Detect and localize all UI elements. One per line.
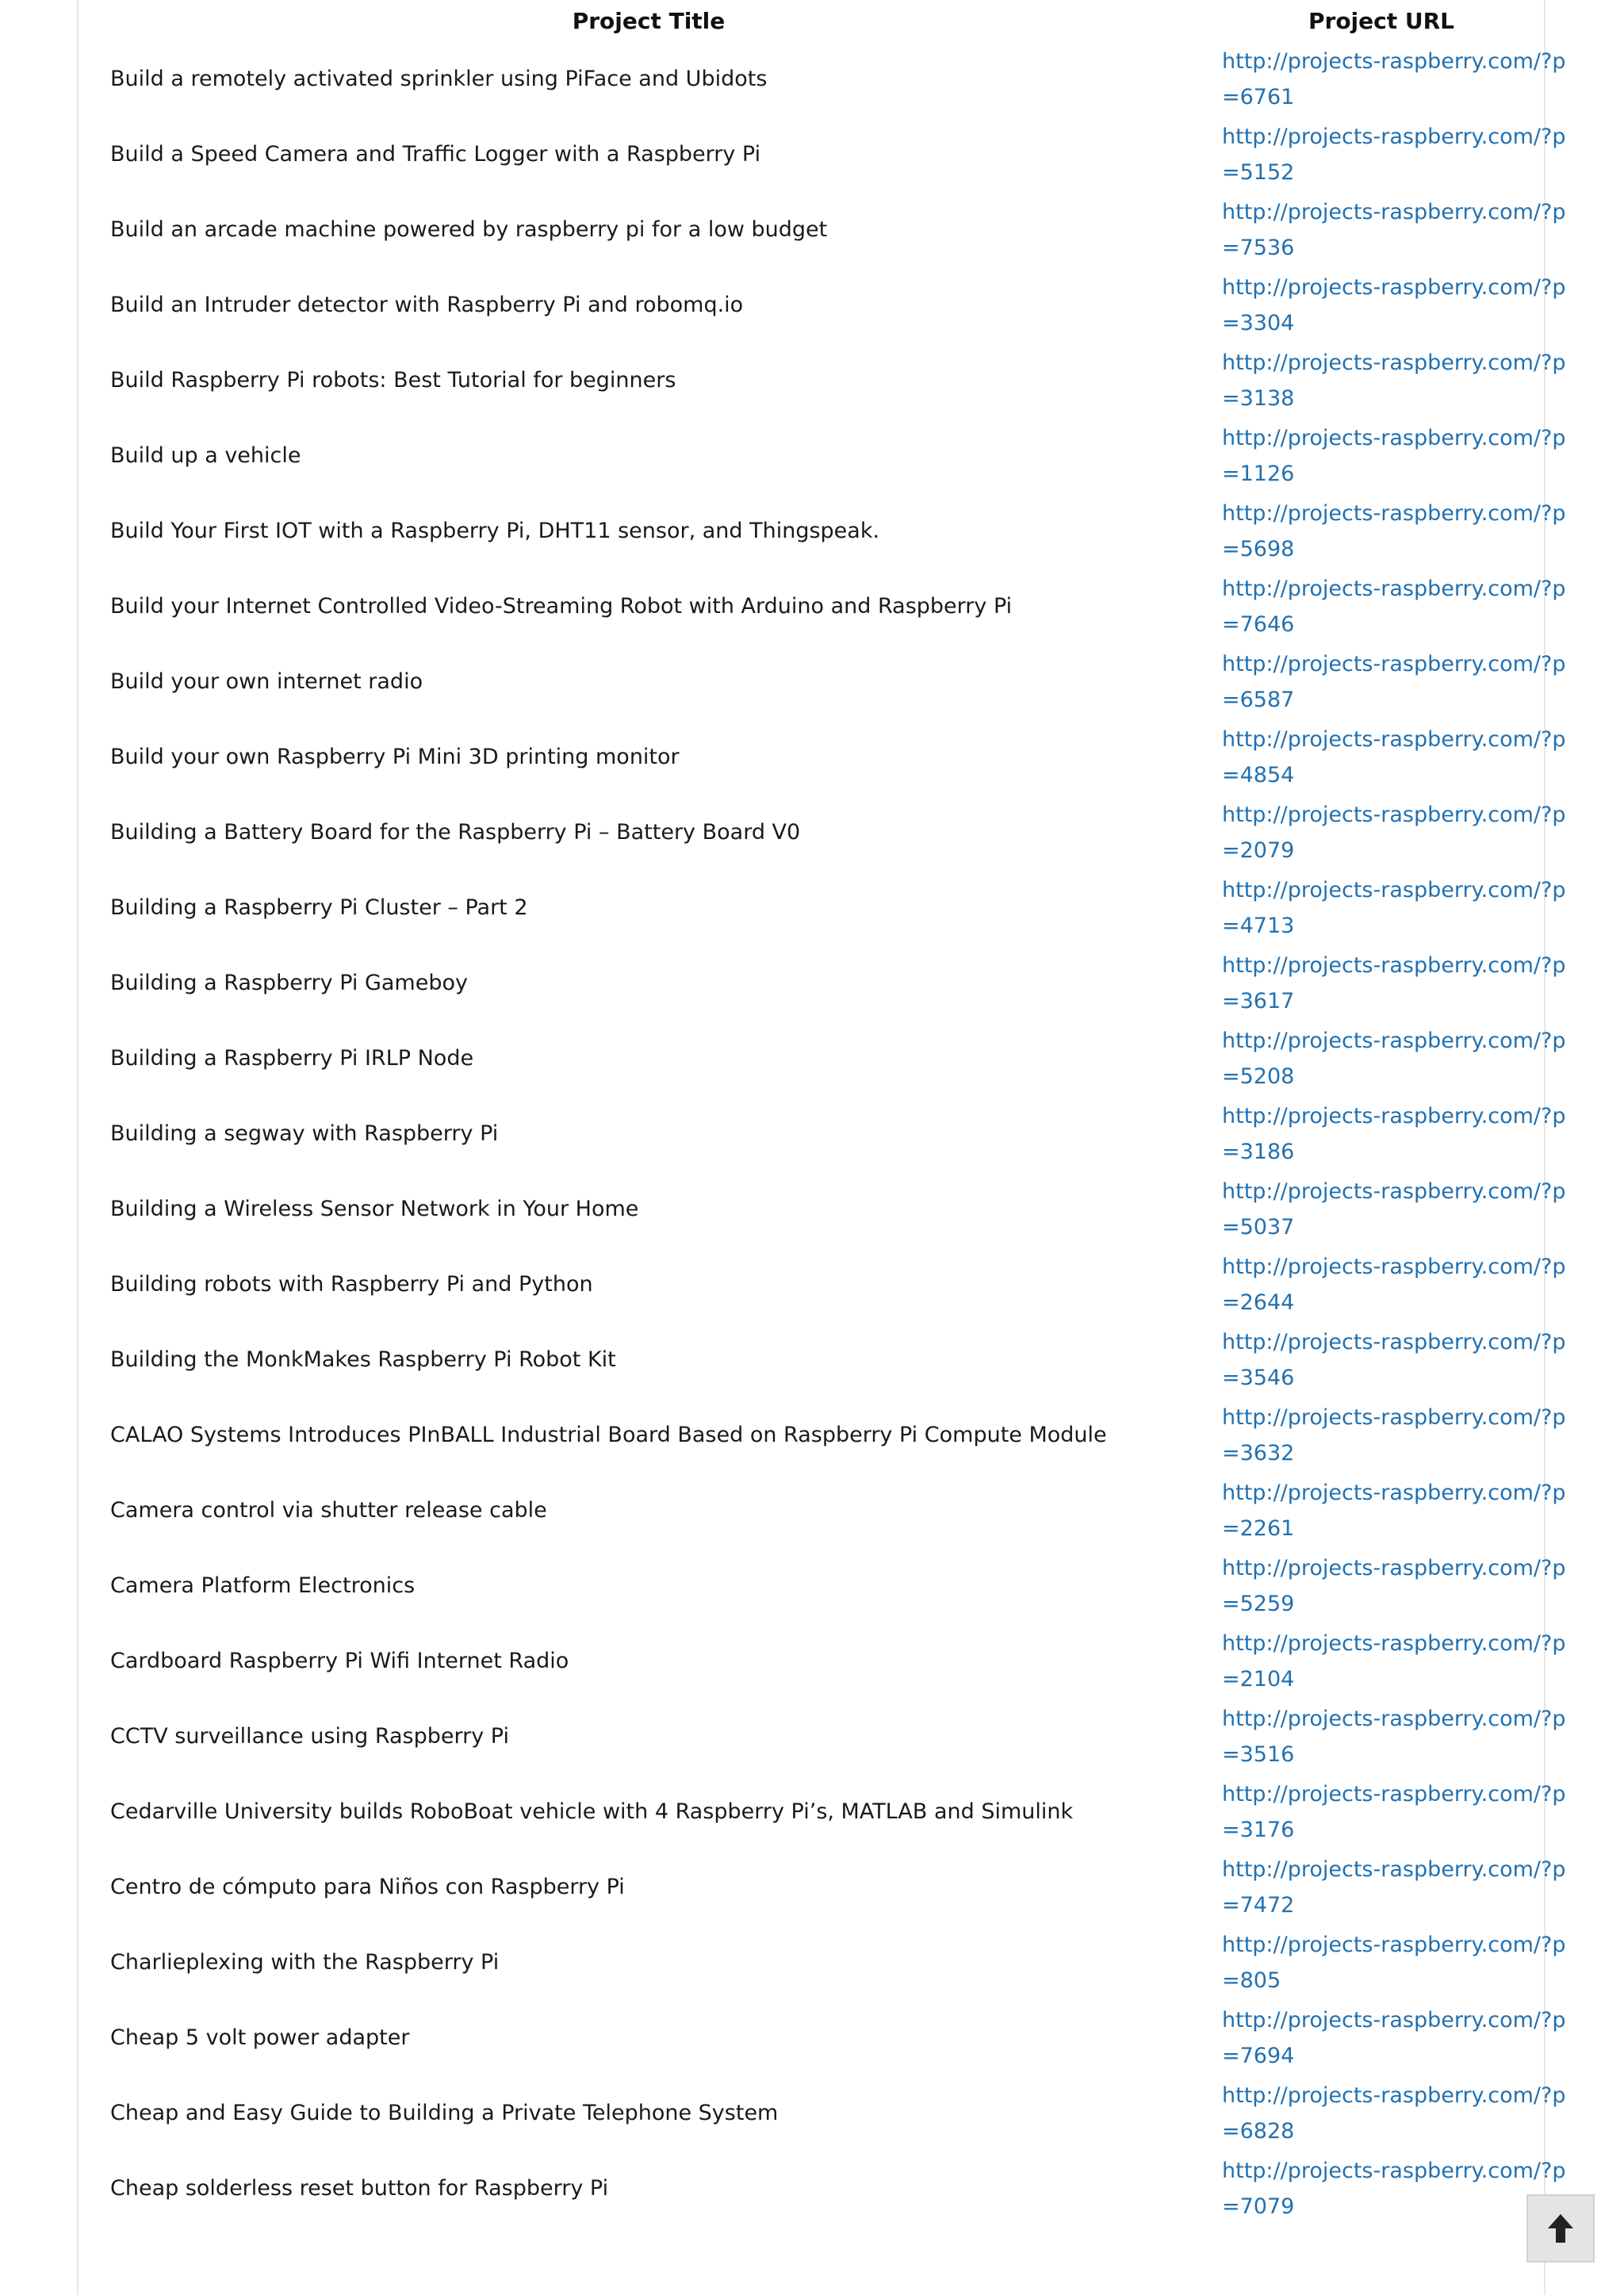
project-title-cell: Build your own internet radio [110, 669, 423, 694]
table-row [79, 1322, 1544, 1397]
scroll-to-top-button[interactable] [1526, 2194, 1595, 2262]
table-row [79, 1096, 1544, 1171]
project-url-cell [1219, 569, 1566, 644]
table-row [79, 418, 1544, 493]
project-url-cell [1219, 795, 1566, 870]
project-url-link[interactable]: http://projects-raspberry.com/?p=7536 [1222, 199, 1566, 260]
project-url-cell [1219, 1247, 1566, 1322]
table-row [79, 1548, 1544, 1623]
project-url-link[interactable]: http://projects-raspberry.com/?p=2644 [1222, 1254, 1566, 1315]
column-header-project-url: Project URL [1308, 7, 1455, 34]
project-url-link[interactable]: http://projects-raspberry.com/?p=6761 [1222, 48, 1566, 109]
project-url-cell [1219, 493, 1566, 569]
project-title-cell: Build a Speed Camera and Traffic Logger with a Raspberry Pi [110, 142, 761, 167]
project-url-link[interactable]: http://projects-raspberry.com/?p=3304 [1222, 274, 1566, 335]
table-row [79, 870, 1544, 945]
project-url-link[interactable]: http://projects-raspberry.com/?p=6587 [1222, 651, 1566, 712]
project-url-link[interactable]: http://projects-raspberry.com/?p=5037 [1222, 1178, 1566, 1239]
table-header-row [79, 0, 1544, 41]
table-row [79, 1397, 1544, 1473]
table-row [79, 117, 1544, 192]
table-row [79, 1473, 1544, 1548]
project-url-link[interactable]: http://projects-raspberry.com/?p=805 [1222, 1932, 1566, 1993]
project-url-cell [1219, 1473, 1566, 1548]
table-row [79, 1925, 1544, 2000]
project-title-cell: Building a Raspberry Pi Cluster – Part 2 [110, 895, 528, 920]
project-url-cell [1219, 644, 1566, 719]
table-row [79, 493, 1544, 569]
project-title-cell: Camera control via shutter release cable [110, 1498, 547, 1523]
project-title-cell: Building the MonkMakes Raspberry Pi Robot Kit [110, 1347, 616, 1372]
table-row [79, 343, 1544, 418]
project-title-cell: Cheap solderless reset button for Raspberry Pi [110, 2176, 609, 2201]
project-title-cell: Cardboard Raspberry Pi Wifi Internet Radio [110, 1649, 569, 1673]
project-url-link[interactable]: http://projects-raspberry.com/?p=3186 [1222, 1103, 1566, 1164]
projects-table [79, 0, 1566, 2226]
project-title-cell: Building robots with Raspberry Pi and Python [110, 1272, 593, 1297]
project-url-cell [1219, 1096, 1566, 1171]
content-panel [77, 0, 1566, 2295]
project-title-cell: Centro de cómputo para Niños con Raspberry Pi [110, 1875, 625, 1899]
project-url-cell [1219, 870, 1566, 945]
table-row [79, 569, 1544, 644]
project-url-cell [1219, 1925, 1566, 2000]
table-row [79, 795, 1544, 870]
project-url-cell [1219, 1322, 1566, 1397]
project-title-cell: CALAO Systems Introduces PInBALL Industrial Board Based on Raspberry Pi Compute Module [110, 1423, 1107, 1447]
project-url-cell [1219, 1774, 1566, 1849]
project-url-link[interactable]: http://projects-raspberry.com/?p=5259 [1222, 1555, 1566, 1616]
table-row [79, 2075, 1544, 2151]
project-url-cell [1219, 1699, 1566, 1774]
table-row [79, 1247, 1544, 1322]
project-title-cell: Building a Battery Board for the Raspberry Pi – Battery Board V0 [110, 820, 801, 845]
project-url-link[interactable]: http://projects-raspberry.com/?p=2261 [1222, 1480, 1566, 1541]
table-row [79, 1774, 1544, 1849]
project-title-cell: Build your own Raspberry Pi Mini 3D printing monitor [110, 745, 680, 769]
project-title-cell: Cheap 5 volt power adapter [110, 2025, 410, 2050]
project-url-cell [1219, 2075, 1566, 2151]
project-url-link[interactable]: http://projects-raspberry.com/?p=3632 [1222, 1404, 1566, 1466]
column-header-project-title: Project Title [572, 7, 726, 34]
project-url-cell [1219, 41, 1566, 117]
project-url-cell [1219, 267, 1566, 343]
project-url-cell [1219, 2000, 1566, 2075]
table-row [79, 1699, 1544, 1774]
project-url-cell [1219, 1623, 1566, 1699]
project-url-cell [1219, 719, 1566, 795]
project-url-cell [1219, 117, 1566, 192]
project-url-cell [1219, 945, 1566, 1021]
table-row [79, 1849, 1544, 1925]
project-url-cell [1219, 1548, 1566, 1623]
project-url-cell [1219, 192, 1566, 267]
project-url-cell [1219, 1171, 1566, 1247]
project-url-cell [1219, 1849, 1566, 1925]
project-url-link[interactable]: http://projects-raspberry.com/?p=5152 [1222, 124, 1566, 185]
project-title-cell: Build Raspberry Pi robots: Best Tutorial for beginners [110, 368, 676, 393]
project-title-cell: Build Your First IOT with a Raspberry Pi, DHT11 sensor, and Thingspeak. [110, 519, 880, 543]
project-url-link[interactable]: http://projects-raspberry.com/?p=7694 [1222, 2007, 1566, 2068]
table-row [79, 2000, 1544, 2075]
project-title-cell: Building a segway with Raspberry Pi [110, 1121, 499, 1146]
project-title-cell: Build up a vehicle [110, 443, 301, 468]
project-url-link[interactable]: http://projects-raspberry.com/?p=6828 [1222, 2082, 1566, 2144]
project-url-cell [1219, 2151, 1566, 2226]
project-url-link[interactable]: http://projects-raspberry.com/?p=2079 [1222, 802, 1566, 863]
project-title-cell: Camera Platform Electronics [110, 1573, 416, 1598]
table-row [79, 945, 1544, 1021]
project-title-cell: CCTV surveillance using Raspberry Pi [110, 1724, 509, 1749]
project-url-link[interactable]: http://projects-raspberry.com/?p=7472 [1222, 1856, 1566, 1918]
project-title-cell: Building a Wireless Sensor Network in Your Home [110, 1197, 639, 1221]
table-row [79, 1623, 1544, 1699]
project-title-cell: Build an arcade machine powered by raspberry pi for a low budget [110, 217, 828, 242]
project-url-link[interactable]: http://projects-raspberry.com/?p=2104 [1222, 1630, 1566, 1692]
project-url-cell [1219, 418, 1566, 493]
project-url-link[interactable]: http://projects-raspberry.com/?p=3176 [1222, 1781, 1566, 1842]
project-title-cell: Building a Raspberry Pi IRLP Node [110, 1046, 474, 1071]
project-url-link[interactable]: http://projects-raspberry.com/?p=5698 [1222, 500, 1566, 561]
up-arrow-icon [1546, 2213, 1575, 2244]
project-title-cell: Build a remotely activated sprinkler using PiFace and Ubidots [110, 67, 768, 91]
table-row [79, 267, 1544, 343]
project-title-cell: Cheap and Easy Guide to Building a Private Telephone System [110, 2101, 779, 2125]
project-title-cell: Building a Raspberry Pi Gameboy [110, 971, 468, 995]
project-title-cell: Charlieplexing with the Raspberry Pi [110, 1950, 500, 1975]
project-url-link[interactable]: http://projects-raspberry.com/?p=4854 [1222, 726, 1566, 787]
table-row [79, 192, 1544, 267]
project-url-link[interactable]: http://projects-raspberry.com/?p=1126 [1222, 425, 1566, 486]
project-url-cell [1219, 343, 1566, 418]
table-row [79, 719, 1544, 795]
table-row [79, 2151, 1544, 2226]
project-url-link[interactable]: http://projects-raspberry.com/?p=7646 [1222, 576, 1566, 637]
table-row [79, 41, 1544, 117]
table-row [79, 1171, 1544, 1247]
project-title-cell: Build an Intruder detector with Raspberry Pi and robomq.io [110, 293, 744, 317]
project-url-link[interactable]: http://projects-raspberry.com/?p=3138 [1222, 350, 1566, 411]
project-url-link[interactable]: http://projects-raspberry.com/?p=7079 [1222, 2158, 1566, 2219]
project-url-link[interactable]: http://projects-raspberry.com/?p=3617 [1222, 952, 1566, 1013]
project-url-cell [1219, 1397, 1566, 1473]
project-url-link[interactable]: http://projects-raspberry.com/?p=3516 [1222, 1706, 1566, 1767]
table-body [79, 41, 1566, 2226]
project-url-link[interactable]: http://projects-raspberry.com/?p=4713 [1222, 877, 1566, 938]
project-url-link[interactable]: http://projects-raspberry.com/?p=5208 [1222, 1028, 1566, 1089]
table-row [79, 1021, 1544, 1096]
project-url-link[interactable]: http://projects-raspberry.com/?p=3546 [1222, 1329, 1566, 1390]
project-title-cell: Cedarville University builds RoboBoat vehicle with 4 Raspberry Pi’s, MATLAB and Simulink [110, 1799, 1074, 1824]
table-row [79, 644, 1544, 719]
project-url-cell [1219, 1021, 1566, 1096]
project-title-cell: Build your Internet Controlled Video-Streaming Robot with Arduino and Raspberry Pi [110, 594, 1013, 619]
